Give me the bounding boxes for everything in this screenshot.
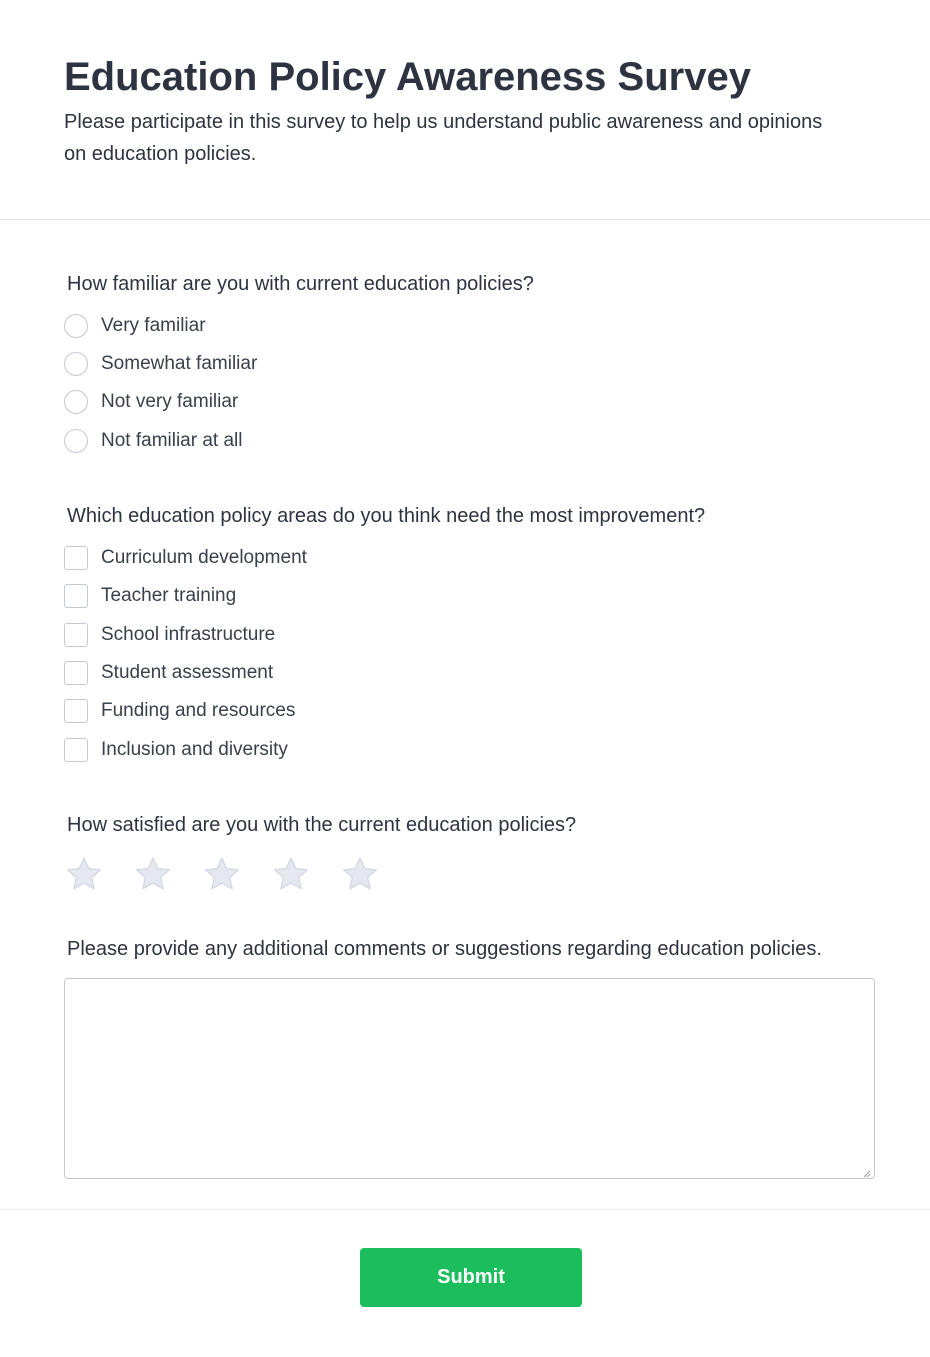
checkbox[interactable]: [64, 623, 88, 647]
star-icon[interactable]: [202, 854, 242, 894]
page-subtitle: Please participate in this survey to help us understand public awareness and opinions on education policies.: [64, 111, 823, 165]
survey-header: [0, 0, 930, 220]
radio-button[interactable]: [64, 390, 88, 414]
checkbox-option-infrastructure[interactable]: [64, 622, 275, 648]
checkbox-option-funding[interactable]: [64, 698, 295, 724]
radio-option-label: Not familiar at all: [101, 430, 243, 451]
radio-option-not-familiar-at-all[interactable]: [64, 428, 243, 454]
checkbox-option-assessment[interactable]: [64, 660, 273, 686]
star-icon[interactable]: [340, 854, 380, 894]
checkbox-option-curriculum[interactable]: [64, 545, 307, 571]
radio-option-very-familiar[interactable]: [64, 313, 206, 339]
comments-textarea[interactable]: [64, 978, 875, 1179]
checkbox-option-inclusion[interactable]: [64, 737, 288, 763]
checkbox-option-label: Teacher training: [101, 585, 237, 606]
radio-option-label: Somewhat familiar: [101, 353, 258, 374]
page-title: Education Policy Awareness Survey: [64, 55, 751, 99]
checkbox[interactable]: [64, 584, 88, 608]
star-icon[interactable]: [133, 854, 173, 894]
radio-button[interactable]: [64, 429, 88, 453]
footer-divider: [0, 1209, 930, 1210]
radio-option-label: Not very familiar: [101, 391, 239, 412]
checkbox-option-label: Curriculum development: [101, 547, 307, 568]
radio-button[interactable]: [64, 352, 88, 376]
checkbox[interactable]: [64, 738, 88, 762]
submit-button[interactable]: Submit: [360, 1248, 582, 1307]
checkbox-option-label: Funding and resources: [101, 700, 296, 721]
question-comments: Please provide any additional comments or suggestions regarding education policies.: [67, 938, 822, 960]
radio-option-label: Very familiar: [101, 315, 206, 336]
resize-grip-icon[interactable]: [861, 1165, 871, 1175]
question-improvement-areas: Which education policy areas do you think need the most improvement?: [67, 505, 706, 527]
question-familiarity: How familiar are you with current education policies?: [67, 273, 534, 295]
checkbox-option-teacher-training[interactable]: [64, 583, 236, 609]
star-icon[interactable]: [64, 854, 104, 894]
radio-option-not-very-familiar[interactable]: [64, 389, 238, 415]
star-icon[interactable]: [271, 854, 311, 894]
radio-option-somewhat-familiar[interactable]: [64, 351, 257, 377]
question-satisfaction: How satisfied are you with the current education policies?: [67, 814, 577, 836]
checkbox-option-label: School infrastructure: [101, 624, 276, 645]
checkbox[interactable]: [64, 546, 88, 570]
checkbox[interactable]: [64, 661, 88, 685]
checkbox-option-label: Inclusion and diversity: [101, 739, 288, 760]
radio-button[interactable]: [64, 314, 88, 338]
checkbox-option-label: Student assessment: [101, 662, 274, 683]
checkbox[interactable]: [64, 699, 88, 723]
